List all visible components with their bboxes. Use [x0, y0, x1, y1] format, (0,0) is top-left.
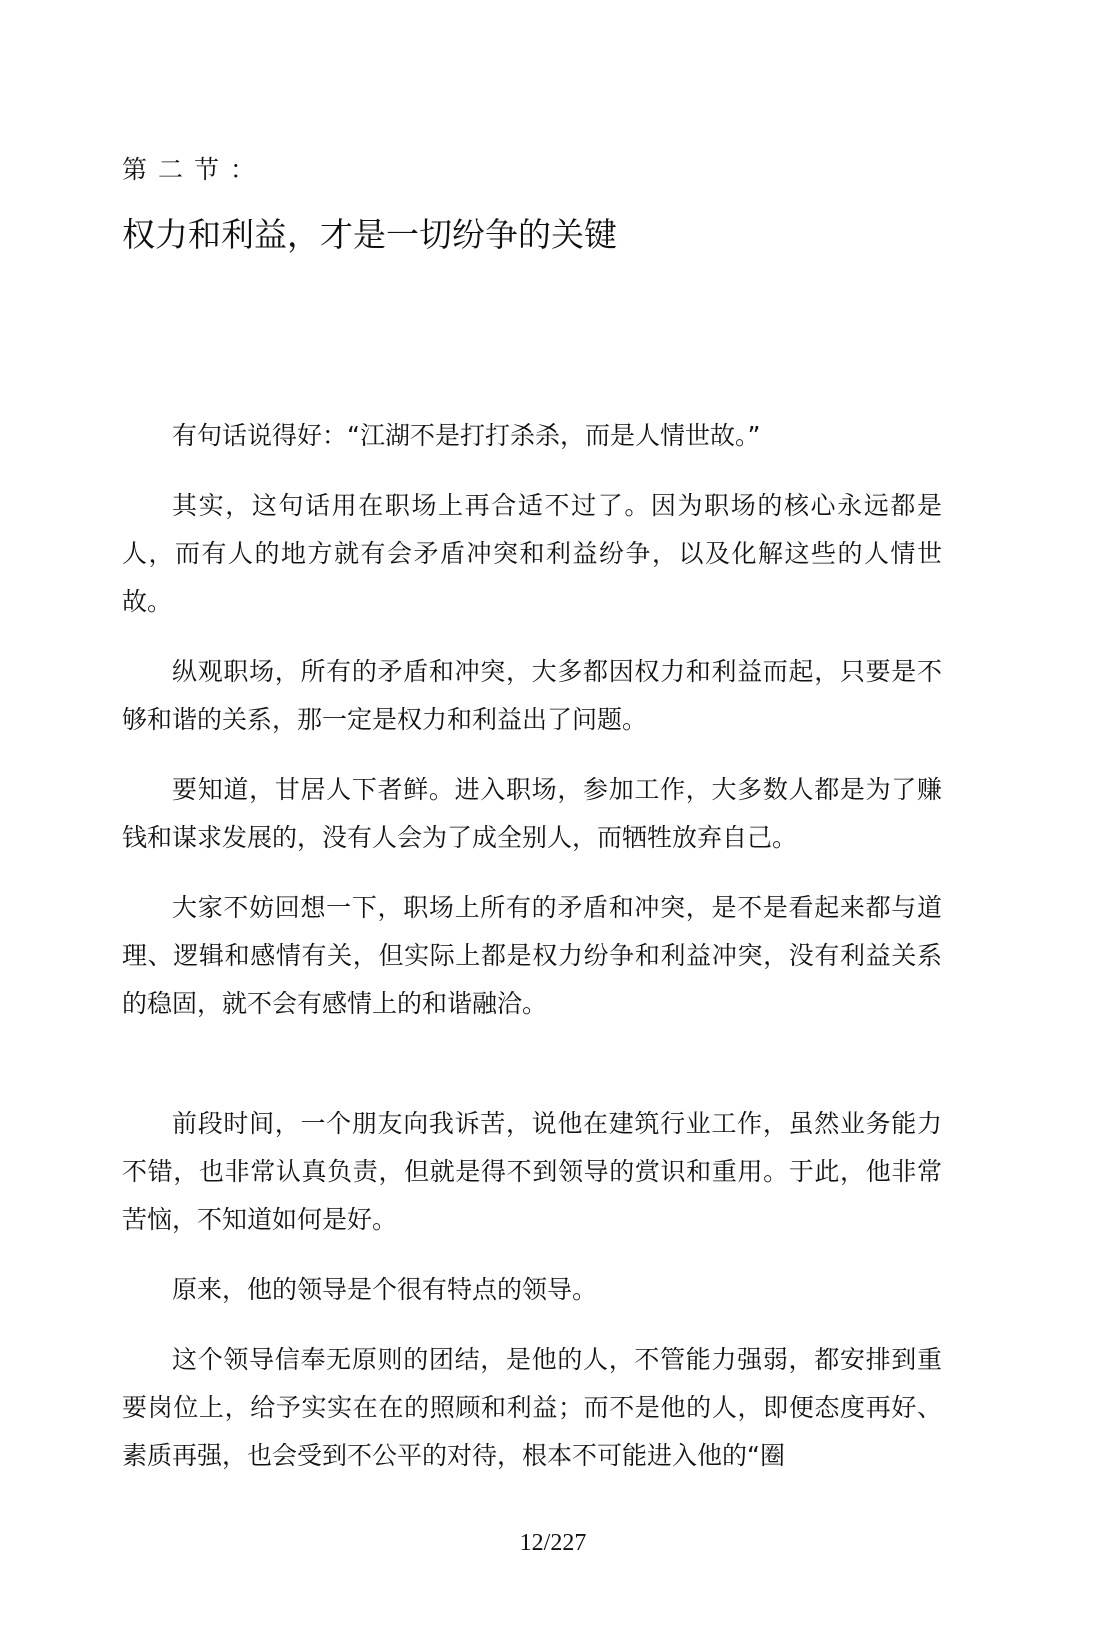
page-number: 12/227 [519, 1530, 587, 1556]
body-text [122, 412, 942, 1502]
paragraph: 前段时间，一个朋友向我诉苦，说他在建筑行业工作，虽然业务能力不错，也非常认真负责，但就是得不到领导的赏识和重用。于此，他非常苦恼，不知道如何是好。 [122, 1109, 942, 1234]
paragraph: 原来，他的领导是个很有特点的领导。 [172, 1275, 598, 1304]
paragraph: 纵观职场，所有的矛盾和冲突，大多都因权力和利益而起，只要是不够和谐的关系，那一定是权力和利益出了问题。 [122, 657, 942, 734]
paragraph: 大家不妨回想一下，职场上所有的矛盾和冲突，是不是看起来都与道理、逻辑和感情有关，但实际上都是权力纷争和利益冲突，没有利益关系的稳固，就不会有感情上的和谐融洽。 [122, 893, 942, 1018]
paragraph: 有句话说得好：“江湖不是打打杀杀，而是人情世故。” [172, 421, 761, 450]
chapter-title: 权力和利益，才是一切纷争的关键 [122, 215, 617, 254]
paragraph: 这个领导信奉无原则的团结，是他的人，不管能力强弱，都安排到重要岗位上，给予实实在在的照顾和利益；而不是他的人，即便态度再好、素质再强，也会受到不公平的对待，根本不可能进入他的“圈 [122, 1345, 942, 1470]
paragraph: 其实，这句话用在职场上再合适不过了。因为职场的核心永远都是人，而有人的地方就有会矛盾冲突和利益纷争，以及化解这些的人情世故。 [122, 491, 942, 616]
section-label: 第二节： [122, 155, 267, 184]
paragraph: 要知道，甘居人下者鲜。进入职场，参加工作，大多数人都是为了赚钱和谋求发展的，没有人会为了成全别人，而牺牲放弃自己。 [122, 775, 942, 852]
